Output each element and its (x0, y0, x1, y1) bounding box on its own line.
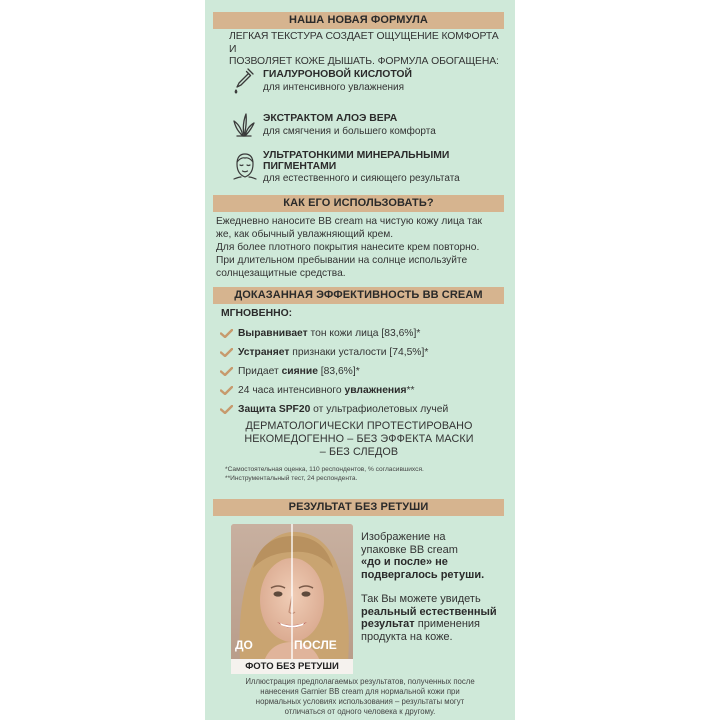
efficacy-item: 24 часа интенсивного увлажнения** (219, 381, 509, 400)
photo-caption: ФОТО БЕЗ РЕТУШИ (231, 659, 353, 674)
disclaimer-line: нормальных условиях использования – результаты могут (255, 697, 465, 706)
efficacy-item: Выравнивает тон кожи лица [83,6%]* (219, 324, 509, 343)
dropper-icon (231, 66, 257, 94)
derm-line: ДЕРМАТОЛОГИЧЕСКИ ПРОТЕСТИРОВАНО (245, 420, 473, 432)
check-icon (220, 367, 233, 376)
benefit-aloe (231, 110, 503, 140)
result-line: реальный естественный (361, 605, 497, 618)
usage-header: КАК ЕГО ИСПОЛЬЗОВАТЬ? (213, 195, 504, 212)
efficacy-header: ДОКАЗАННАЯ ЭФФЕКТИВНОСТЬ BB CREAM (213, 287, 504, 304)
aloe-icon (231, 110, 257, 138)
intro-text (229, 31, 505, 69)
check-icon (220, 348, 233, 357)
result-line: продукта на коже. (361, 630, 453, 643)
benefit-title: ГИАЛУРОНОВОЙ КИСЛОТОЙ (263, 69, 412, 80)
benefit-pigments (231, 148, 503, 188)
disclaimer-line: нанесения Garnier BB cream для нормальной кожи при (260, 687, 460, 696)
benefit-hyaluronic (231, 66, 503, 96)
usage-line: При длительном пребывании на солнце используйте (216, 255, 468, 266)
disclaimer (215, 677, 505, 717)
efficacy-item: Придает сияние [83,6%]* (219, 362, 509, 381)
check-icon (220, 405, 233, 414)
after-label: ПОСЛЕ (294, 638, 337, 652)
check-icon (220, 329, 233, 338)
intro-line-2: ПОЗВОЛЯЕТ КОЖЕ ДЫШАТЬ. ФОРМУЛА ОБОГАЩЕНА: (229, 56, 499, 68)
usage-line: Для более плотного покрытия нанесите крем повторно. (216, 242, 480, 253)
benefit-title: ЭКСТРАКТОМ АЛОЭ ВЕРА (263, 113, 398, 124)
usage-line: же, как обычный увлажняющий крем. (216, 229, 394, 240)
result-description-1 (361, 531, 511, 581)
efficacy-item: Устраняет признаки усталости [74,5%]* (219, 343, 509, 362)
benefit-subtitle: для интенсивного увлажнения (263, 82, 405, 93)
footnote: **Инструментальный тест, 24 респондента. (225, 474, 358, 482)
result-line: «до и после» не (361, 556, 448, 569)
derm-line: НЕКОМЕДОГЕННО – БЕЗ ЭФФЕКТА МАСКИ (244, 433, 474, 445)
instantly-label: МГНОВЕННО: (221, 308, 293, 319)
result-line: подвергалось ретуши. (361, 568, 485, 581)
efficacy-item: Защита SPF20 от ультрафиолетовых лучей (219, 400, 509, 419)
result-line: Так Вы можете увидеть (361, 593, 481, 605)
before-after-photo (231, 524, 353, 674)
result-line: упаковке BB cream (361, 543, 458, 556)
efficacy-list (219, 324, 509, 419)
before-label: ДО (235, 638, 253, 652)
disclaimer-line: отличаться от одного человека к другому. (284, 707, 436, 716)
benefit-subtitle: для естественного и сияющего результата (263, 173, 460, 184)
face-icon (231, 150, 259, 182)
footnote: *Самостоятельная оценка, 110 респондентов, % согласившихся. (225, 466, 424, 473)
benefit-title: УЛЬТРАТОНКИМИ МИНЕРАЛЬНЫМИ (263, 150, 450, 161)
result-header: РЕЗУЛЬТАТ БЕЗ РЕТУШИ (213, 499, 504, 516)
usage-text (216, 215, 508, 280)
disclaimer-line: Иллюстрация предполагаемых результатов, полученных после (245, 677, 475, 686)
intro-line-1: ЛЕГКАЯ ТЕКСТУРА СОЗДАЕТ ОЩУЩЕНИЕ КОМФОРТА И (229, 31, 499, 55)
formula-header: НАША НОВАЯ ФОРМУЛА (213, 12, 504, 29)
benefit-subtitle: для смягчения и большего комфорта (263, 126, 436, 137)
check-icon (220, 386, 233, 395)
footnotes (225, 466, 510, 483)
result-description-2 (361, 593, 511, 643)
result-line: результат применения (361, 618, 481, 631)
result-line: Изображение на (361, 531, 446, 543)
dermatological-claims (214, 420, 504, 459)
derm-line: – БЕЗ СЛЕДОВ (319, 446, 399, 458)
usage-line: Ежедневно наносите BB cream на чистую кожу лица так (216, 216, 482, 227)
benefit-title-line-2: ПИГМЕНТАМИ (263, 161, 337, 172)
usage-line: солнцезащитные средства. (216, 268, 346, 279)
